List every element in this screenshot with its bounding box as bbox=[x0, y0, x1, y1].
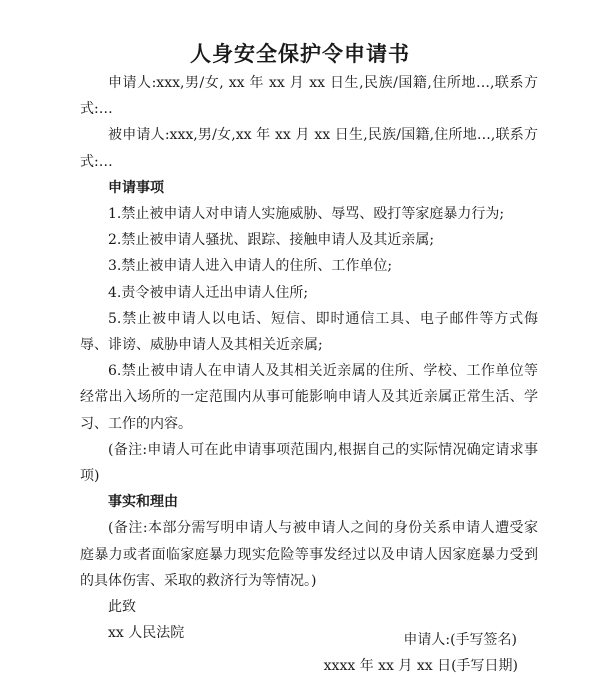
document-title: 人身安全保护令申请书 bbox=[190, 41, 410, 66]
request-item-3: 3.禁止被申请人进入申请人的住所、工作单位; bbox=[108, 258, 393, 275]
applicant-info: 申请人:xxx,男/女, xx 年 xx 月 xx 日生,民族/国籍,住所地…,联系方式:… bbox=[80, 75, 538, 118]
request-item-1: 1.禁止被申请人对申请人实施威胁、辱骂、殴打等家庭暴力行为; bbox=[108, 206, 505, 223]
applicant-signature-line: 申请人:(手写签名) bbox=[403, 632, 517, 648]
section-heading-facts: 事实和理由 bbox=[108, 494, 178, 511]
request-item-4: 4.责令被申请人迁出申请人住所; bbox=[108, 284, 309, 301]
request-item-2: 2.禁止被申请人骚扰、跟踪、接触申请人及其近亲属; bbox=[108, 232, 435, 249]
date-line: xxxx 年 xx 月 xx 日(手写日期) bbox=[323, 658, 518, 674]
requests-note: (备注:申请人可在此申请事项范围内,根据自己的实际情况确定请求事项) bbox=[80, 441, 538, 485]
respondent-info: 被申请人:xxx,男/女,xx 年 xx 月 xx 日生,民族/国籍,住所地…,联系方式:… bbox=[80, 127, 538, 170]
request-item-6: 6.禁止被申请人在申请人及其相关近亲属的住所、学校、工作单位等经常出入场所的一定范围内从事可能影响申请人及其近亲属正常生活、学习、工作的内容。 bbox=[80, 363, 538, 432]
salutation: 此致 bbox=[108, 599, 136, 616]
document-body bbox=[80, 70, 538, 646]
facts-note: (备注:本部分需写明申请人与被申请人之间的身份关系申请人遭受家庭暴力或者面临家庭暴力现实危险等事发经过以及申请人因家庭暴力受到的具体伤害、采取的救济行为等情况。) bbox=[80, 520, 538, 589]
request-item-5: 5.禁止被申请人以电话、短信、即时通信工具、电子邮件等方式侮辱、诽谤、威胁申请人及其相关近亲属; bbox=[80, 310, 538, 354]
court-name: xx 人民法院 bbox=[108, 625, 185, 642]
section-heading-requests: 申请事项 bbox=[108, 179, 164, 196]
